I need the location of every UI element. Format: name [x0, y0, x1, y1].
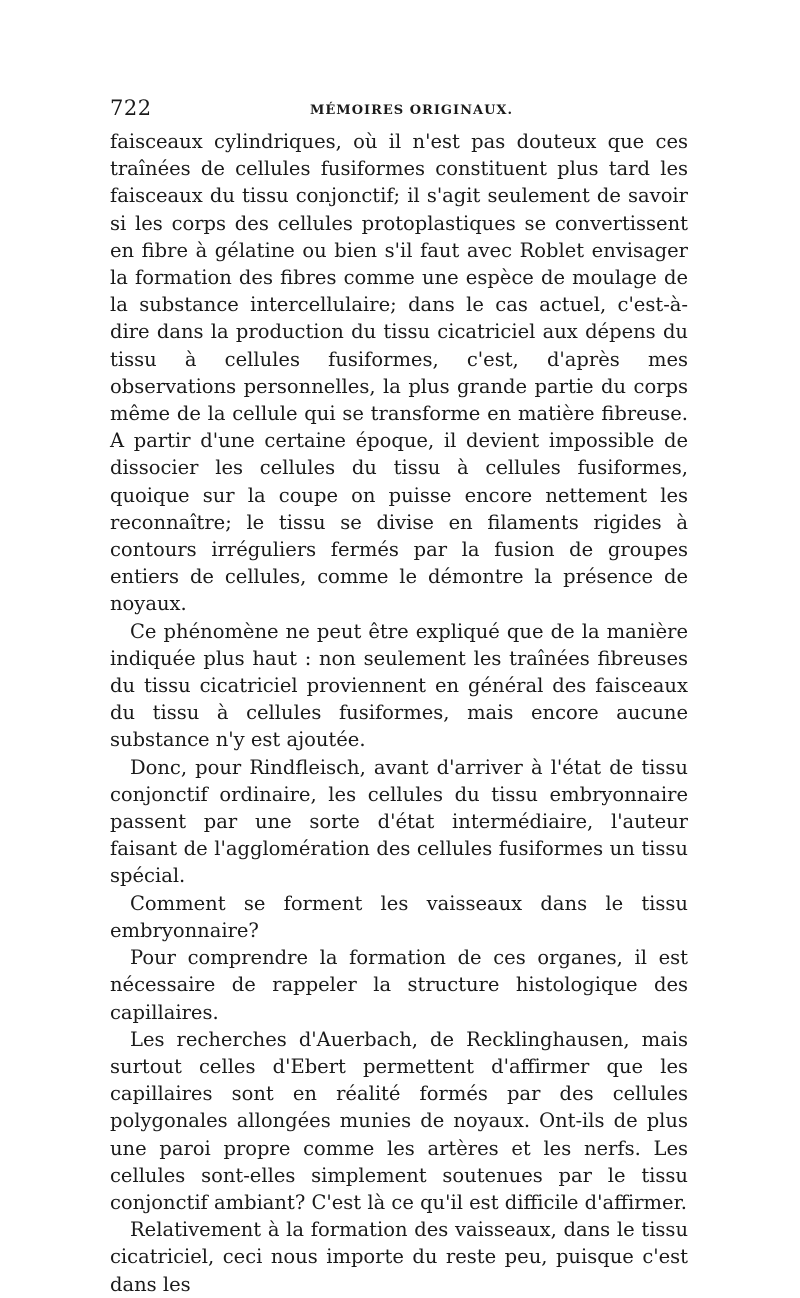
page-number: 722	[110, 96, 152, 120]
paragraph-question-vaisseaux: Comment se forment les vaisseaux dans le tissu embryonnaire?	[110, 891, 688, 942]
paragraph-continuation: faisceaux cylindriques, où il n'est pas douteux que ces traînées de cellules fusiformes constituent plus tard les faisceaux du tissu conjonctif; il s'agit seulement de savoir si les corps des cellules protoplastiques se convertissent en fibre à gélatine ou bien s'il faut avec Roblet envisager la formation des fibres comme une espèce de moulage de la substance intercellulaire; dans le cas actuel, c'est-à-dire dans la production du tissu cicatriciel aux dépens du tissu à cellules fusiformes, c'est, d'après mes observations personnelles, la plus grande partie du corps même de la cellule qui se transforme en matière fibreuse. A partir d'une certaine époque, il devient impossible de dissocier les cellules du tissu à cellules fusiformes, quoique sur la coupe on puisse encore nettement les reconnaître; le tissu se divise en filaments rigides à contours irréguliers fermés par la fusion de groupes entiers de cellules, comme le démontre la présence de noyaux.	[110, 130, 688, 616]
page	[110, 96, 688, 1298]
paragraph-phenomene: Ce phénomène ne peut être expliqué que de la manière indiquée plus haut : non seulement les traînées fibreuses du tissu cicatriciel proviennent en général des faisceaux du tissu à cellules fusiformes, mais encore aucune substance n'y est ajoutée.	[110, 619, 688, 752]
running-head	[110, 96, 688, 126]
journal-title: MÉMOIRES ORIGINAUX.	[310, 103, 514, 118]
paragraph-recherches: Les recherches d'Auerbach, de Recklinghausen, mais surtout celles d'Ebert permettent d'affirmer que les capillaires sont en réalité formés par des cellules polygonales allongées munies de noyaux. Ont-ils de plus une paroi propre comme les artères et les nerfs. Les cellules sont-elles simplement soutenues par le tissu conjonctif ambiant? C'est là ce qu'il est difficile d'affirmer.	[110, 1027, 688, 1214]
body-text	[110, 128, 688, 1298]
paragraph-rindfleisch: Donc, pour Rindfleisch, avant d'arriver à l'état de tissu conjonctif ordinaire, les cellules du tissu embryonnaire passent par une sorte d'état intermédiaire, l'auteur faisant de l'agglomération des cellules fusiformes un tissu spécial.	[110, 755, 688, 888]
paragraph-capillaires-intro: Pour comprendre la formation de ces organes, il est nécessaire de rappeler la structure histologique des capillaires.	[110, 946, 688, 1024]
paragraph-relativement: Relativement à la formation des vaisseaux, dans le tissu cicatriciel, ceci nous importe du reste peu, puisque c'est dans les	[110, 1218, 688, 1296]
